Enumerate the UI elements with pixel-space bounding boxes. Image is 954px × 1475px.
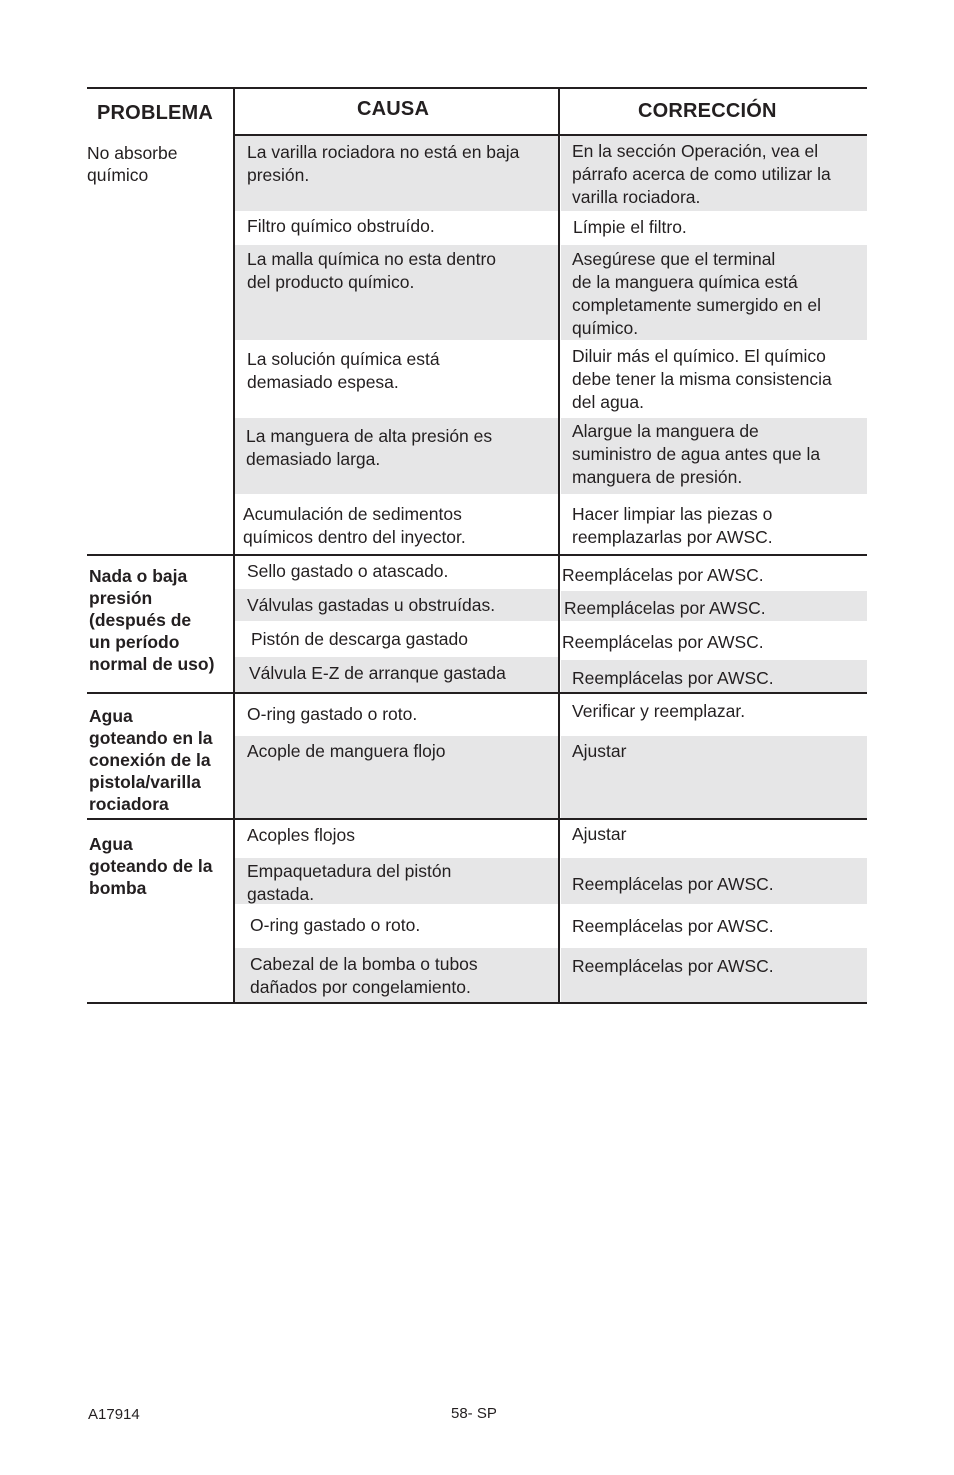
cause-cell: Acople de manguera flojo [247,741,446,761]
correction-cell: Reemplácelas por AWSC. [562,632,764,652]
cause-cell: La varilla rociadora no está en baja presión. [247,142,520,185]
correction-cell: Asegúrese que el terminal de la manguera química está completamente sumergido en el químico. [572,249,822,338]
header-correction: CORRECCIÓN [638,100,777,122]
correction-cell: Reemplácelas por AWSC. [572,668,774,688]
cause-cell: La solución química está demasiado espesa. [247,349,440,392]
correction-cell: Ajustar [572,824,627,844]
rule-group-3 [87,818,867,820]
rule-col-2 [558,88,560,1004]
cause-cell: La malla química no esta dentro del producto químico. [247,249,497,292]
problem-cell: No absorbe químico [87,143,178,185]
correction-cell: Alargue la manguera de suministro de agua antes que la manguera de presión. [572,421,821,487]
cause-cell: Pistón de descarga gastado [251,629,468,649]
cause-cell: Sello gastado o atascado. [247,561,449,581]
rule-top [87,87,867,89]
cause-cell: Válvula E-Z de arranque gastada [249,663,506,683]
correction-cell: Límpie el filtro. [573,217,687,237]
correction-cell: Reemplácelas por AWSC. [572,874,774,894]
correction-cell: Verificar y reemplazar. [572,701,746,721]
correction-cell: Diluir más el químico. El químico debe tener la misma consistencia del agua. [572,346,832,412]
rule-bottom [87,1002,867,1004]
cause-cell: Acoples flojos [247,825,355,845]
cause-cell: Filtro químico obstruído. [247,216,435,236]
header-problem: PROBLEMA [97,102,214,124]
rule-col-1 [233,88,235,1004]
correction-cell: Reemplácelas por AWSC. [572,916,774,936]
problem-cell: Agua goteando en la conexión de la pistola/varilla rociadora [89,706,213,814]
rule-header [235,134,867,136]
correction-cell: En la sección Operación, vea el párrafo acerca de como utilizar la varilla rociadora. [572,141,831,207]
problem-cell: Nada o baja presión (después de un período normal de uso) [89,566,215,674]
rule-group-1 [87,554,867,556]
correction-cell: Reemplácelas por AWSC. [564,598,766,618]
cause-cell: Válvulas gastadas u obstruídas. [247,595,496,615]
correction-cell: Hacer limpiar las piezas o reemplazarlas por AWSC. [572,504,773,547]
cause-cell: O-ring gastado o roto. [247,704,418,724]
cause-cell: La manguera de alta presión es demasiado larga. [246,426,493,469]
cause-cell: O-ring gastado o roto. [250,915,421,935]
header-cause: CAUSA [357,98,430,120]
rule-group-2 [87,692,867,694]
page-number: 58- SP [451,1405,497,1422]
correction-cell: Reemplácelas por AWSC. [562,565,764,585]
cause-cell: Cabezal de la bomba o tubos dañados por congelamiento. [250,954,478,997]
cause-cell: Empaquetadura del pistón gastada. [247,861,452,904]
problem-cell: Agua goteando de la bomba [89,834,213,898]
cause-cell: Acumulación de sedimentos químicos dentro del inyector. [243,504,466,547]
correction-cell: Reemplácelas por AWSC. [572,956,774,976]
doc-code: A17914 [88,1406,140,1423]
correction-cell: Ajustar [572,741,627,761]
